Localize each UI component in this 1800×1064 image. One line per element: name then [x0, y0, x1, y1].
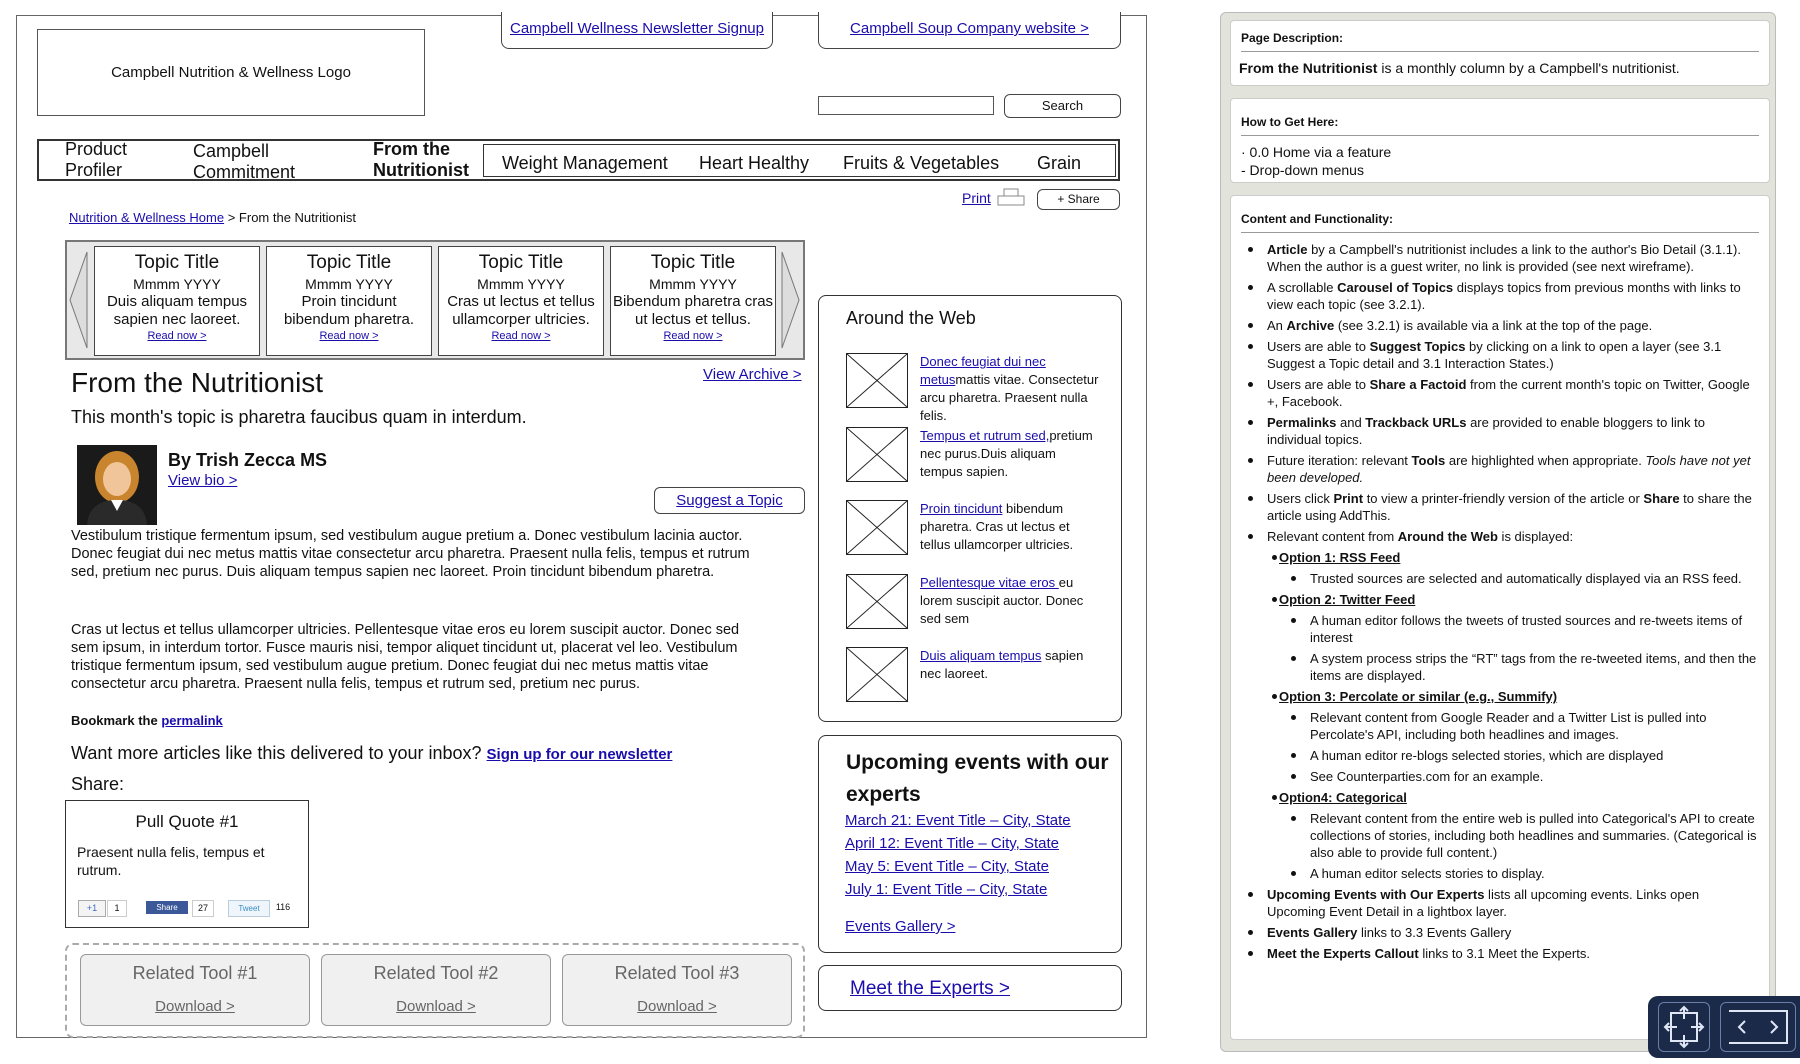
related-tool-card [562, 954, 792, 1026]
view-bio-link[interactable]: View bio > [168, 472, 238, 489]
placeholder-image-icon [846, 427, 908, 482]
bullet-icon [1291, 656, 1296, 661]
how-to-get-here-heading: How to Get Here: [1241, 115, 1339, 129]
related-tool-download-link[interactable]: Download > [637, 998, 717, 1015]
topic-card-title: Topic Title [134, 252, 220, 273]
around-web-heading: Around the Web [846, 308, 976, 328]
around-web-item-text: pretium nec purus.Duis aliquam tempus sapien. [920, 428, 1093, 479]
author-avatar [77, 445, 157, 525]
event-link[interactable]: July 1: Event Title – City, State [845, 881, 1048, 898]
option-heading: Option 3: Percolate or similar (e.g., Summify) [1279, 688, 1759, 705]
option-detail: A system process strips the “RT” tags from the re-tweeted items, and then the items are displayed. [1310, 650, 1759, 684]
content-item: Meet the Experts Callout links to 3.1 Meet the Experts. [1267, 945, 1759, 962]
event-link[interactable]: March 21: Event Title – City, State [845, 812, 1071, 829]
content-functionality-list [1267, 241, 1759, 962]
placeholder-image-icon [846, 500, 908, 555]
bullet-icon [1248, 496, 1253, 501]
print-link[interactable]: Print [962, 190, 991, 206]
topic-card-date: Mmmm YYYY [649, 276, 737, 292]
around-web-item [920, 353, 1100, 425]
carousel-prev-arrow-icon[interactable] [68, 250, 88, 355]
search-input[interactable] [818, 96, 994, 115]
option-detail: A human editor re-blogs selected stories, which are displayed [1310, 747, 1759, 764]
search-button-label: Search [1041, 98, 1084, 113]
logo-label: Campbell Nutrition & Wellness Logo [111, 64, 351, 81]
topic-card[interactable] [94, 246, 260, 356]
bullet-icon [1291, 774, 1296, 779]
bullet-icon [1291, 871, 1296, 876]
topic-card[interactable] [266, 246, 432, 356]
around-web-item [920, 574, 1100, 628]
newsletter-promo-text: Want more articles like this delivered to your inbox? [71, 743, 482, 763]
around-web-item-link[interactable]: Pellentesque vitae eros [920, 575, 1059, 590]
topic-card-date: Mmmm YYYY [477, 276, 565, 292]
tweet-count: 116 [275, 902, 291, 912]
event-link[interactable]: May 5: Event Title – City, State [845, 858, 1049, 875]
related-tool-card [321, 954, 551, 1026]
event-link[interactable]: April 12: Event Title – City, State [845, 835, 1059, 852]
newsletter-signup-link[interactable]: Campbell Wellness Newsletter Signup [509, 20, 764, 37]
related-tool-download-link[interactable]: Download > [155, 998, 235, 1015]
option-heading: Option4: Categorical [1279, 789, 1759, 806]
breadcrumb-home-link[interactable]: Nutrition & Wellness Home [69, 210, 225, 225]
around-web-item [920, 647, 1100, 683]
bullet-icon [1248, 285, 1253, 290]
option-detail: A human editor follows the tweets of trusted sources and re-tweets items of interest [1310, 612, 1759, 646]
fullscreen-icon[interactable] [1658, 1002, 1710, 1052]
newsletter-promo [71, 743, 672, 764]
suggest-topic-label: Suggest a Topic [676, 492, 783, 509]
related-tool-title: Related Tool #2 [373, 963, 499, 983]
events-gallery-link[interactable]: Events Gallery > [845, 918, 956, 935]
bullet-icon [1291, 753, 1296, 758]
bullet-icon [1248, 247, 1253, 252]
bullet-icon [1248, 951, 1253, 956]
placeholder-image-icon [846, 353, 908, 408]
topic-card-read-link[interactable]: Read now > [663, 330, 723, 342]
around-web-item-link[interactable]: Proin tincidunt [920, 501, 1003, 516]
content-item: Relevant content from Around the Web is displayed: [1267, 528, 1759, 545]
topic-card-read-link[interactable]: Read now > [491, 330, 551, 342]
content-functionality-box [1230, 195, 1770, 1040]
content-item: An Archive (see 3.2.1) is available via a link at the top of the page. [1267, 317, 1759, 334]
around-web-item-text: sapien nec laoreet. [920, 648, 1084, 681]
content-item: Permalinks and Trackback URLs are provided to enable bloggers to link to individual topics. [1267, 414, 1759, 448]
topic-card-summary: Cras ut lectus et tellus ullamcorper ultricies. [447, 293, 595, 328]
topic-card-title: Topic Title [306, 252, 392, 273]
newsletter-signup-inline-link[interactable]: Sign up for our newsletter [486, 746, 673, 763]
gplus-button[interactable]: +1 [78, 900, 106, 917]
pull-quote-title: Pull Quote #1 [135, 812, 239, 831]
content-item: Future iteration: relevant Tools are highlighted when appropriate. Tools have not yet been developed. [1267, 452, 1759, 486]
bullet-icon [1291, 816, 1296, 821]
nav-campbell-commitment[interactable]: Campbell Commitment [193, 141, 296, 182]
nav-product-profiler[interactable]: Product Profiler [65, 139, 128, 180]
bullet-icon [1272, 555, 1277, 560]
pull-quote-text: Praesent nulla felis, tempus et rutrum. [77, 844, 265, 878]
content-item: Users click Print to view a printer-friendly version of the article or Share to share the article using AddThis. [1267, 490, 1759, 524]
logo[interactable] [37, 29, 425, 116]
author-name: By Trish Zecca MS [168, 450, 328, 470]
facebook-share-button[interactable]: Share [146, 901, 188, 914]
related-tool-download-link[interactable]: Download > [396, 998, 476, 1015]
around-web-item [920, 427, 1100, 481]
how-to-get-here-box [1230, 98, 1770, 183]
around-web-item-link[interactable]: Tempus et rutrum sed, [920, 428, 1050, 443]
topic-card-date: Mmmm YYYY [133, 276, 221, 292]
content-functionality-heading: Content and Functionality: [1241, 212, 1393, 226]
content-item: A scrollable Carousel of Topics displays topics from previous months with links to view each topic (see 3.2.1). [1267, 279, 1759, 313]
search-button[interactable] [1004, 94, 1121, 118]
how-to-get-here-1: · 0.0 Home via a feature [1241, 144, 1392, 160]
breadcrumb-current: > From the Nutritionist [227, 210, 356, 225]
bookmark-prefix: Bookmark the [71, 713, 158, 728]
nav-heart-healthy[interactable]: Heart Healthy [699, 153, 810, 173]
bullet-icon [1272, 694, 1277, 699]
facebook-share-count: 27 [192, 900, 214, 917]
bullet-icon [1272, 597, 1277, 602]
bullet-icon [1291, 618, 1296, 623]
article-paragraph-1: Vestibulum tristique fermentum ipsum, sed vestibulum augue pretium a. Donec vestibulum lacinia auctor. Donec feugiat dui nec metus mattis vitae consectetur arcu pharetra. Praesent nulla felis, tempus et rutrum sed, pretium nec purus. Duis aliquam tempus sapien nec laoreet. Proin tincidunt bibendum pharetra. [71, 528, 750, 580]
topic-card-title: Topic Title [650, 252, 736, 273]
bullet-icon [1272, 795, 1277, 800]
bullet-icon [1248, 892, 1253, 897]
bullet-icon [1291, 715, 1296, 720]
topic-card[interactable] [610, 246, 776, 356]
tweet-button[interactable]: Tweet [228, 900, 270, 917]
bullet-icon [1248, 382, 1253, 387]
around-web-item-link[interactable]: Duis aliquam tempus [920, 648, 1042, 663]
related-tool-title: Related Tool #1 [132, 963, 258, 983]
newsletter-signup-box[interactable] [501, 12, 773, 49]
around-web-item-text: eu lorem suscipit auctor. Donec sed sem [920, 575, 1084, 626]
breadcrumb [69, 210, 356, 225]
share-button[interactable]: + Share [1037, 189, 1120, 210]
content-item: Article by a Campbell's nutritionist includes a link to the author's Bio Detail (3.1.1). When the author is a guest writer, no link is provided (see next wireframe). [1267, 241, 1759, 275]
around-web-item-text: mattis vitae. Consectetur arcu pharetra. Praesent nulla felis. [920, 372, 1099, 423]
bookmark-line [71, 713, 223, 728]
option-detail: Relevant content from the entire web is pulled into Categorical's API to create collections of stories, including both headlines and summaries. (Categorical is also able to provide full content.) [1310, 810, 1759, 861]
topic-card[interactable] [438, 246, 604, 356]
page-description-box [1230, 20, 1770, 86]
content-item: Users are able to Share a Factoid from the current month's topic on Twitter, Google +, Facebook. [1267, 376, 1759, 410]
company-website-link[interactable]: Campbell Soup Company website > [850, 20, 1089, 37]
bullet-icon [1291, 576, 1296, 581]
topic-card-title: Topic Title [478, 252, 564, 273]
company-website-box[interactable] [818, 12, 1121, 49]
article-title: From the Nutritionist [71, 367, 324, 398]
topic-card-summary: Bibendum pharetra cras ut lectus et tellus. [612, 293, 774, 328]
option-heading: Option 2: Twitter Feed [1279, 591, 1759, 608]
around-web-item [920, 500, 1100, 554]
content-item: Upcoming Events with Our Experts lists all upcoming events. Links open Upcoming Event Detail in a lightbox layer. [1267, 886, 1759, 920]
nav-weight-management[interactable]: Weight Management [502, 153, 668, 173]
placeholder-image-icon [846, 574, 908, 629]
around-web-item-text: bibendum pharetra. Cras ut lectus et tellus ullamcorper ultricies. [920, 501, 1074, 552]
how-to-get-here-2: - Drop-down menus [1241, 162, 1364, 178]
around-web-item-link[interactable]: Donec feugiat dui nec metus [920, 354, 1046, 387]
topic-card-summary: Proin tincidunt bibendum pharetra. [283, 293, 415, 328]
option-detail: A human editor selects stories to display. [1310, 865, 1759, 882]
bullet-icon [1248, 344, 1253, 349]
article-paragraph-2: Cras ut lectus et tellus ullamcorper ultricies. Pellentesque vitae eros eu lorem suscipit auctor. Donec sed sem ipsum, in interdum tortor. Fusce mauris nisi, tempor aliquet tincidunt ut, placerat vel leo. Vestibulum tristique fermentum ipsum, sed vestibulum augue pretium. Donec feugiat dui nec metus mattis vitae consectetur arcu pharetra. Praesent nulla felis, tempus et rutrum sed, pretium nec purus. [71, 622, 740, 692]
content-item: Users are able to Suggest Topics by clicking on a link to open a layer (see 3.1 Suggest a Topic detail and 3.1 Interaction States.) [1267, 338, 1759, 372]
bullet-icon [1248, 534, 1253, 539]
topic-card-read-link[interactable]: Read now > [147, 330, 207, 342]
suggest-topic-button[interactable] [654, 487, 805, 514]
bullet-icon [1248, 930, 1253, 935]
carousel-next-arrow-icon[interactable] [781, 250, 801, 355]
page-description-text: From the Nutritionist is a monthly column by a Campbell's nutritionist. [1239, 60, 1680, 76]
placeholder-image-icon [846, 647, 908, 702]
related-tool-card [80, 954, 310, 1026]
option-heading: Option 1: RSS Feed [1279, 549, 1759, 566]
related-tool-title: Related Tool #3 [614, 963, 740, 983]
option-detail: See Counterparties.com for an example. [1310, 768, 1759, 785]
events-heading: Upcoming events with our experts [846, 751, 1109, 806]
share-label: Share: [71, 774, 125, 794]
meet-experts-link[interactable]: Meet the Experts > [850, 978, 1010, 999]
bullet-icon [1248, 420, 1253, 425]
option-detail: Trusted sources are selected and automatically displayed via an RSS feed. [1310, 570, 1759, 587]
topic-card-summary: Duis aliquam tempus sapien nec laoreet. [106, 293, 248, 328]
article-topic: This month's topic is pharetra faucibus quam in interdum. [71, 407, 527, 427]
permalink-link[interactable]: permalink [161, 713, 223, 728]
bullet-icon [1248, 458, 1253, 463]
page-description-heading: Page Description: [1241, 31, 1344, 45]
option-detail: Relevant content from Google Reader and a Twitter List is pulled into Percolate's API, including both headlines and images. [1310, 709, 1759, 743]
topic-card-read-link[interactable]: Read now > [319, 330, 379, 342]
content-item: Events Gallery links to 3.3 Events Gallery [1267, 924, 1759, 941]
nav-grain[interactable]: Grain [1037, 153, 1082, 173]
nav-from-nutritionist[interactable]: From the Nutritionist [373, 139, 469, 180]
gplus-count: 1 [107, 900, 127, 917]
bullet-icon [1248, 323, 1253, 328]
nav-fruits-vegetables[interactable]: Fruits & Vegetables [843, 153, 1000, 173]
view-archive-link[interactable]: View Archive > [703, 366, 802, 383]
prev-next-icon[interactable] [1720, 1002, 1796, 1052]
topic-card-date: Mmmm YYYY [305, 276, 393, 292]
printer-icon[interactable] [997, 188, 1025, 206]
